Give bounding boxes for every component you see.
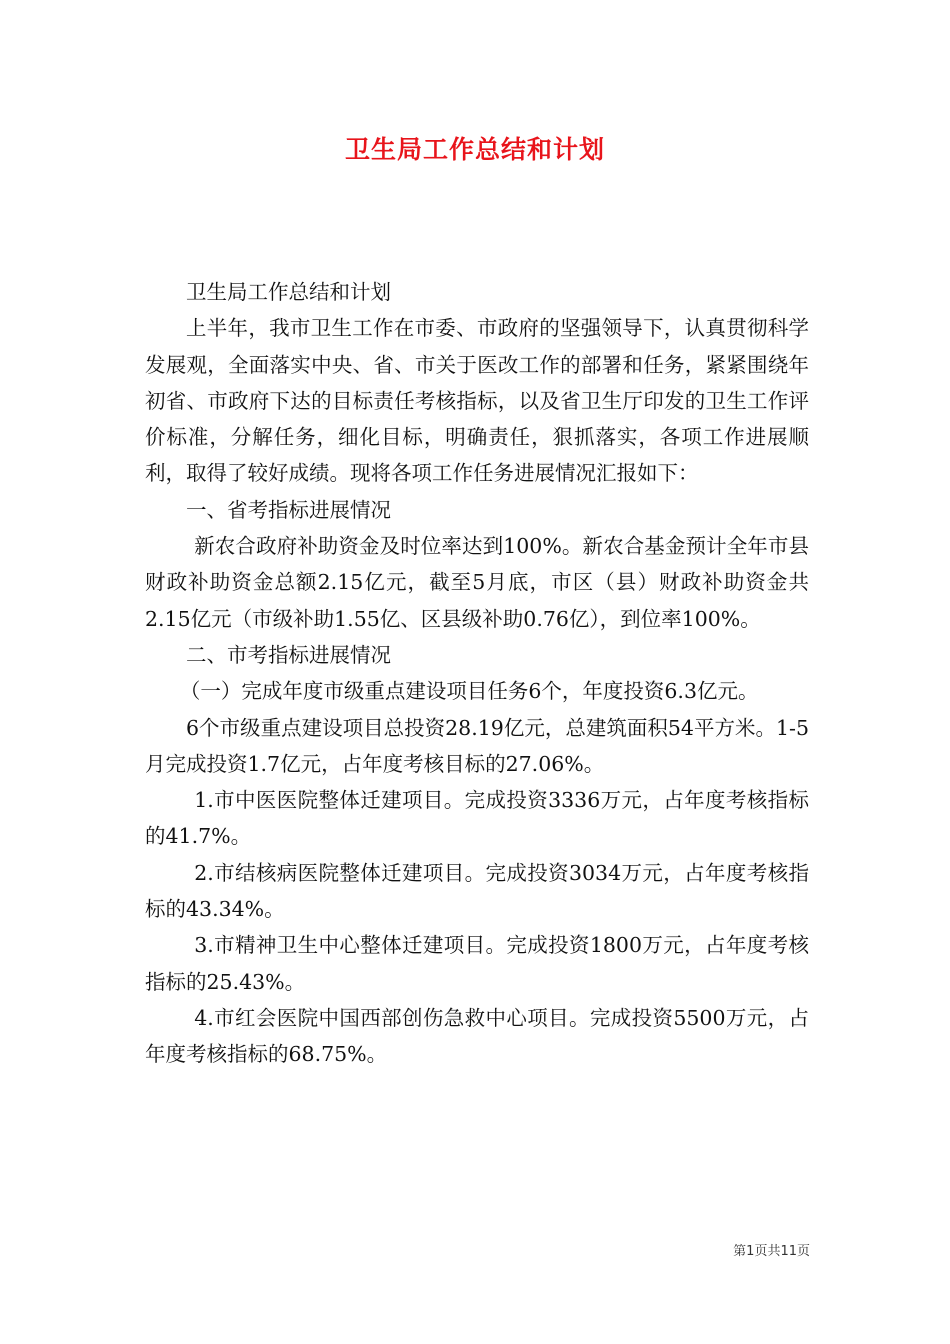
section-heading-provincial: 一、省考指标进展情况 bbox=[186, 497, 391, 522]
page-number-indicator: 第1页共11页 bbox=[733, 1244, 810, 1259]
list-item-project-1: 1.市中医医院整体迁建项目。完成投资3336万元，占年度考核指标的41.7%。 bbox=[145, 788, 809, 849]
paragraph-subtitle: 卫生局工作总结和计划 bbox=[186, 280, 391, 304]
list-item-project-3: 3.市精神卫生中心整体迁建项目。完成投资1800万元，占年度考核指标的25.43%。 bbox=[145, 933, 809, 994]
paragraph-projects-summary: 6个市级重点建设项目总投资28.19亿元，总建筑面积54平方米。1-5月完成投资1.7亿元，占年度考核目标的27.06%。 bbox=[145, 715, 809, 776]
document-body bbox=[145, 274, 809, 1073]
subsection-heading-projects: （一）完成年度市级重点建设项目任务6个，年度投资6.3亿元。 bbox=[179, 679, 759, 704]
section-heading-municipal: 二、市考指标进展情况 bbox=[186, 642, 391, 667]
paragraph-subsidy: 新农合政府补助资金及时位率达到100%。新农合基金预计全年市县财政补助资金总额2.15亿元，截至5月底，市区（县）财政补助资金共2.15亿元（市级补助1.55亿、区县级补助0.76亿），到位率100%。 bbox=[145, 534, 809, 631]
list-item-project-4: 4.市红会医院中国西部创伤急救中心项目。完成投资5500万元，占年度考核指标的68.75%。 bbox=[145, 1005, 809, 1067]
list-item-project-2: 2.市结核病医院整体迁建项目。完成投资3034万元，占年度考核指标的43.34%。 bbox=[145, 860, 809, 922]
document-title: 卫生局工作总结和计划 bbox=[344, 135, 605, 164]
paragraph-intro: 上半年，我市卫生工作在市委、市政府的坚强领导下，认真贯彻科学发展观，全面落实中央、省、市关于医改工作的部署和任务，紧紧围绕年初省、市政府下达的目标责任考核指标，以及省卫生厅印发的卫生工作评价标准，分解任务，细化目标，明确责任，狠抓落实，各项工作进展顺利，取得了较好成绩。现将各项工作任务进展情况汇报如下： bbox=[145, 316, 809, 486]
